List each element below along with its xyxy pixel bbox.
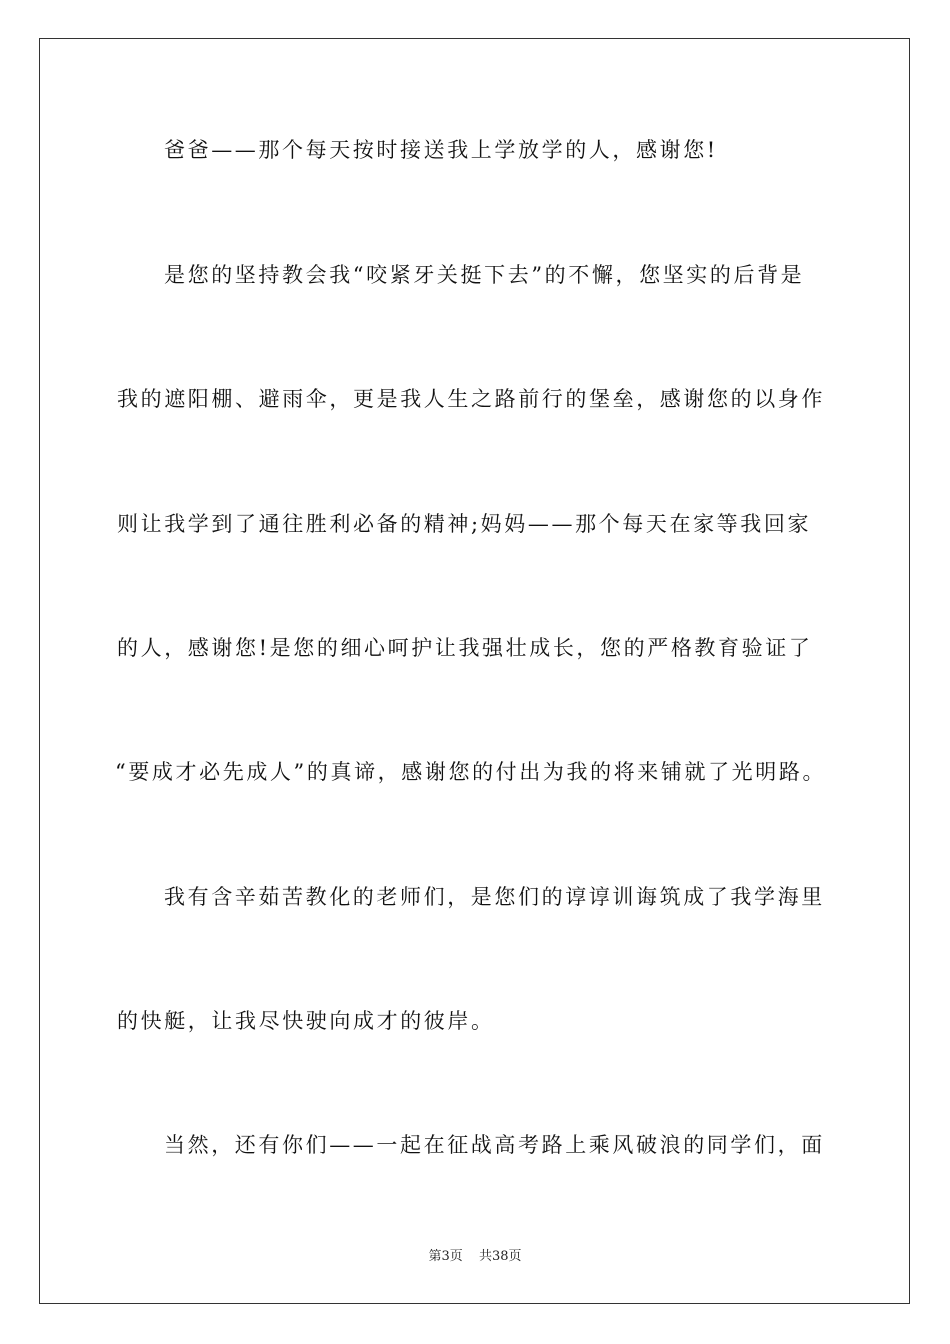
paragraph-line: 我的遮阳棚、避雨伞，更是我人生之路前行的堡垒，感谢您的以身作 — [117, 387, 825, 411]
page-total: 共38页 — [478, 1249, 522, 1264]
paragraph-line: 则让我学到了通往胜利必备的精神;妈妈——那个每天在家等我回家 — [117, 512, 812, 536]
paragraph-line: 爸爸——那个每天按时接送我上学放学的人，感谢您! — [164, 138, 718, 162]
page-border — [39, 38, 910, 1304]
paragraph-line: “要成才必先成人”的真谛，感谢您的付出为我的将来铺就了光明路。 — [115, 760, 827, 784]
paragraph-line: 的快艇，让我尽快驶向成才的彼岸。 — [117, 1009, 495, 1033]
paragraph-line: 我有含辛茹苦教化的老师们，是您们的谆谆训诲筑成了我学海里 — [164, 885, 825, 909]
page-number: 第3页 — [428, 1249, 463, 1264]
paragraph-line: 是您的坚持教会我“咬紧牙关挺下去”的不懈，您坚实的后背是 — [164, 263, 805, 287]
paragraph-line: 当然，还有你们——一起在征战高考路上乘风破浪的同学们，面 — [164, 1133, 825, 1157]
paragraph-line: 的人，感谢您!是您的细心呵护让我强壮成长，您的严格教育验证了 — [117, 636, 813, 660]
page-footer — [0, 1248, 950, 1266]
